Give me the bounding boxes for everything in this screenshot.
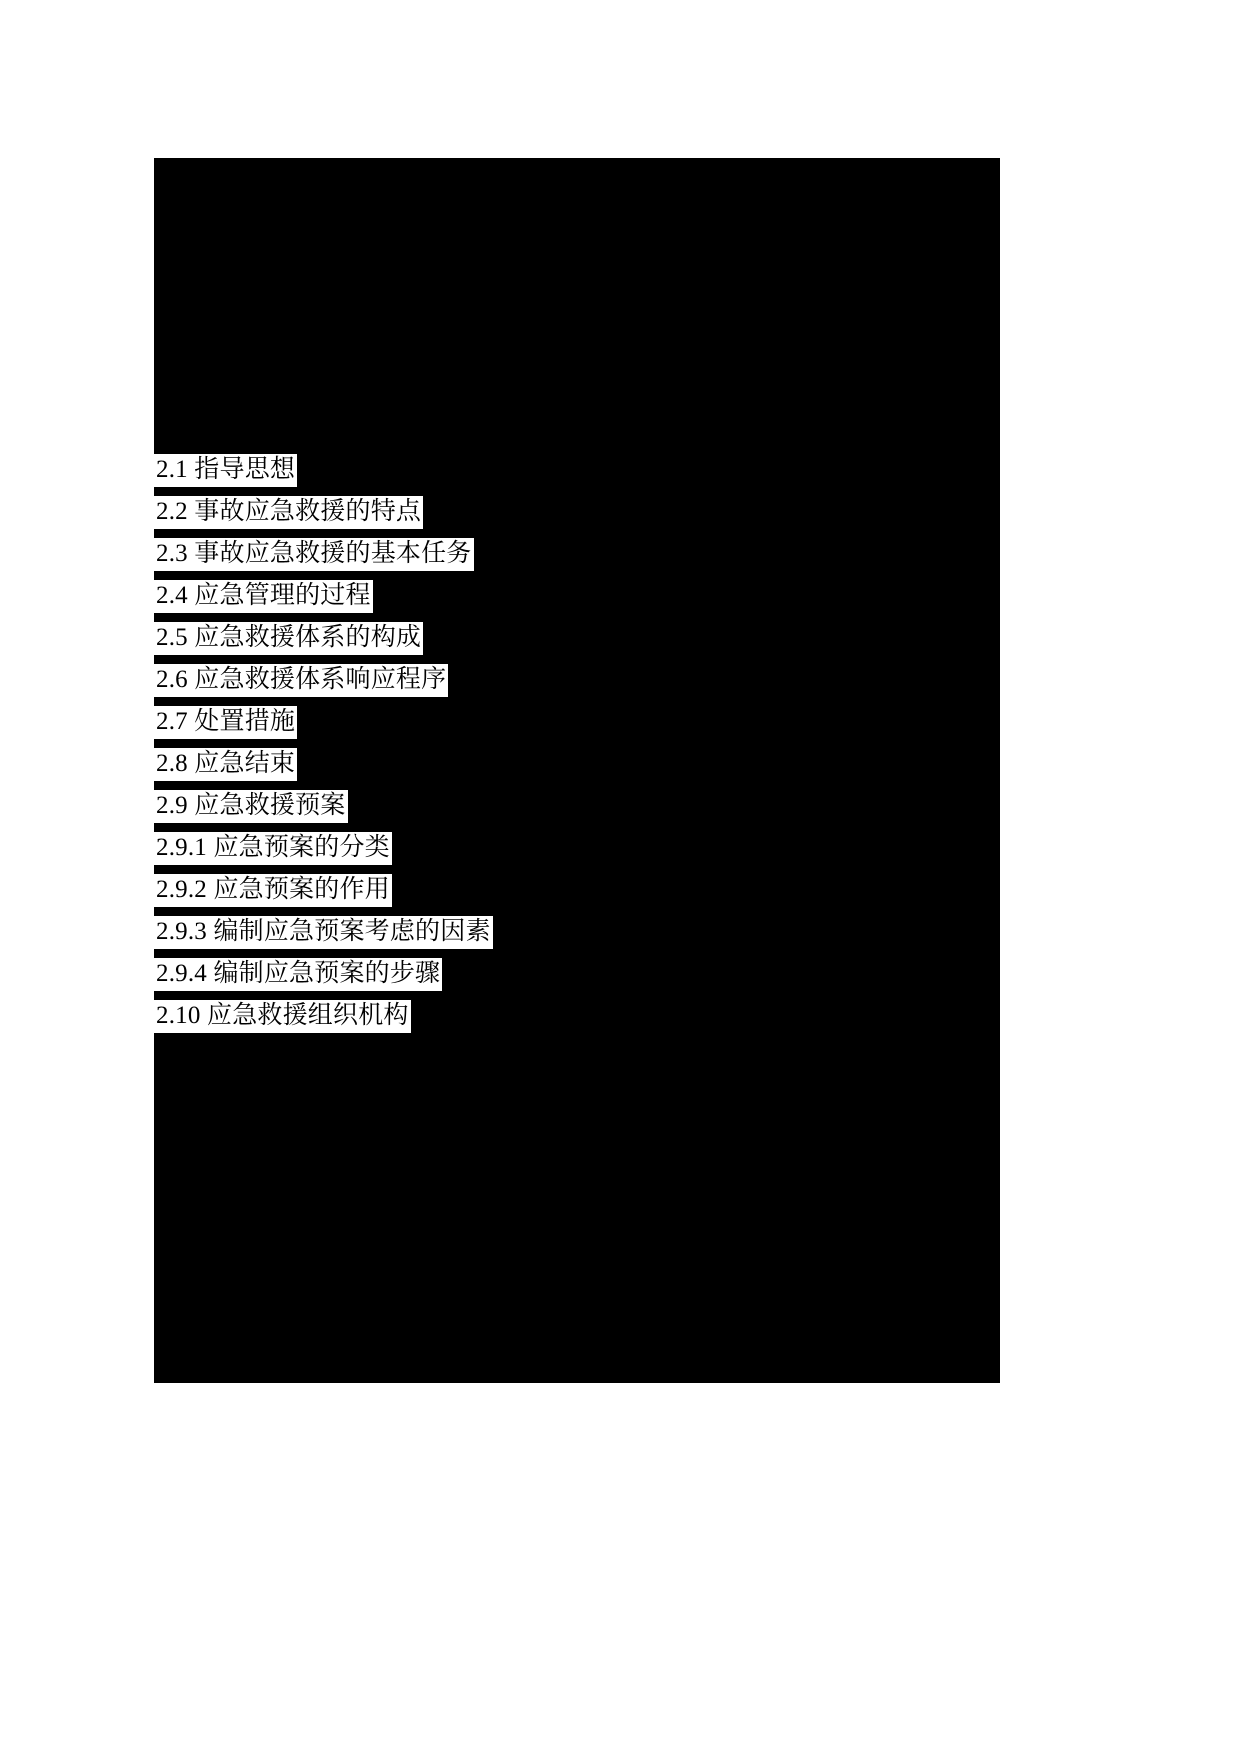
toc-entry-text: 2.9.3 编制应急预案考虑的因素 <box>154 916 493 949</box>
toc-entry[interactable] <box>154 452 1000 494</box>
toc-entry-text: 2.2 事故应急救援的特点 <box>154 496 423 529</box>
toc-entry-text: 2.8 应急结束 <box>154 748 297 781</box>
toc-entry[interactable] <box>154 662 1000 704</box>
toc-entry[interactable] <box>154 620 1000 662</box>
toc-entry[interactable] <box>154 998 1000 1040</box>
toc-entry[interactable] <box>154 830 1000 872</box>
toc-entry-text: 2.10 应急救援组织机构 <box>154 1000 411 1033</box>
toc-entry-text: 2.6 应急救援体系响应程序 <box>154 664 448 697</box>
table-of-contents <box>154 452 1000 1040</box>
toc-entry-text: 2.9 应急救援预案 <box>154 790 348 823</box>
toc-entry-text: 2.4 应急管理的过程 <box>154 580 373 613</box>
toc-entry-text: 2.5 应急救援体系的构成 <box>154 622 423 655</box>
toc-entry[interactable] <box>154 578 1000 620</box>
toc-entry-text: 2.7 处置措施 <box>154 706 297 739</box>
toc-entry[interactable] <box>154 746 1000 788</box>
toc-entry-text: 2.9.1 应急预案的分类 <box>154 832 392 865</box>
toc-entry[interactable] <box>154 956 1000 998</box>
toc-entry-text: 2.9.2 应急预案的作用 <box>154 874 392 907</box>
toc-entry[interactable] <box>154 704 1000 746</box>
toc-entry[interactable] <box>154 536 1000 578</box>
toc-entry-text: 2.3 事故应急救援的基本任务 <box>154 538 474 571</box>
toc-entry[interactable] <box>154 872 1000 914</box>
toc-entry-text: 2.1 指导思想 <box>154 454 297 487</box>
toc-entry[interactable] <box>154 494 1000 536</box>
toc-entry[interactable] <box>154 914 1000 956</box>
toc-entry-text: 2.9.4 编制应急预案的步骤 <box>154 958 442 991</box>
toc-entry[interactable] <box>154 788 1000 830</box>
